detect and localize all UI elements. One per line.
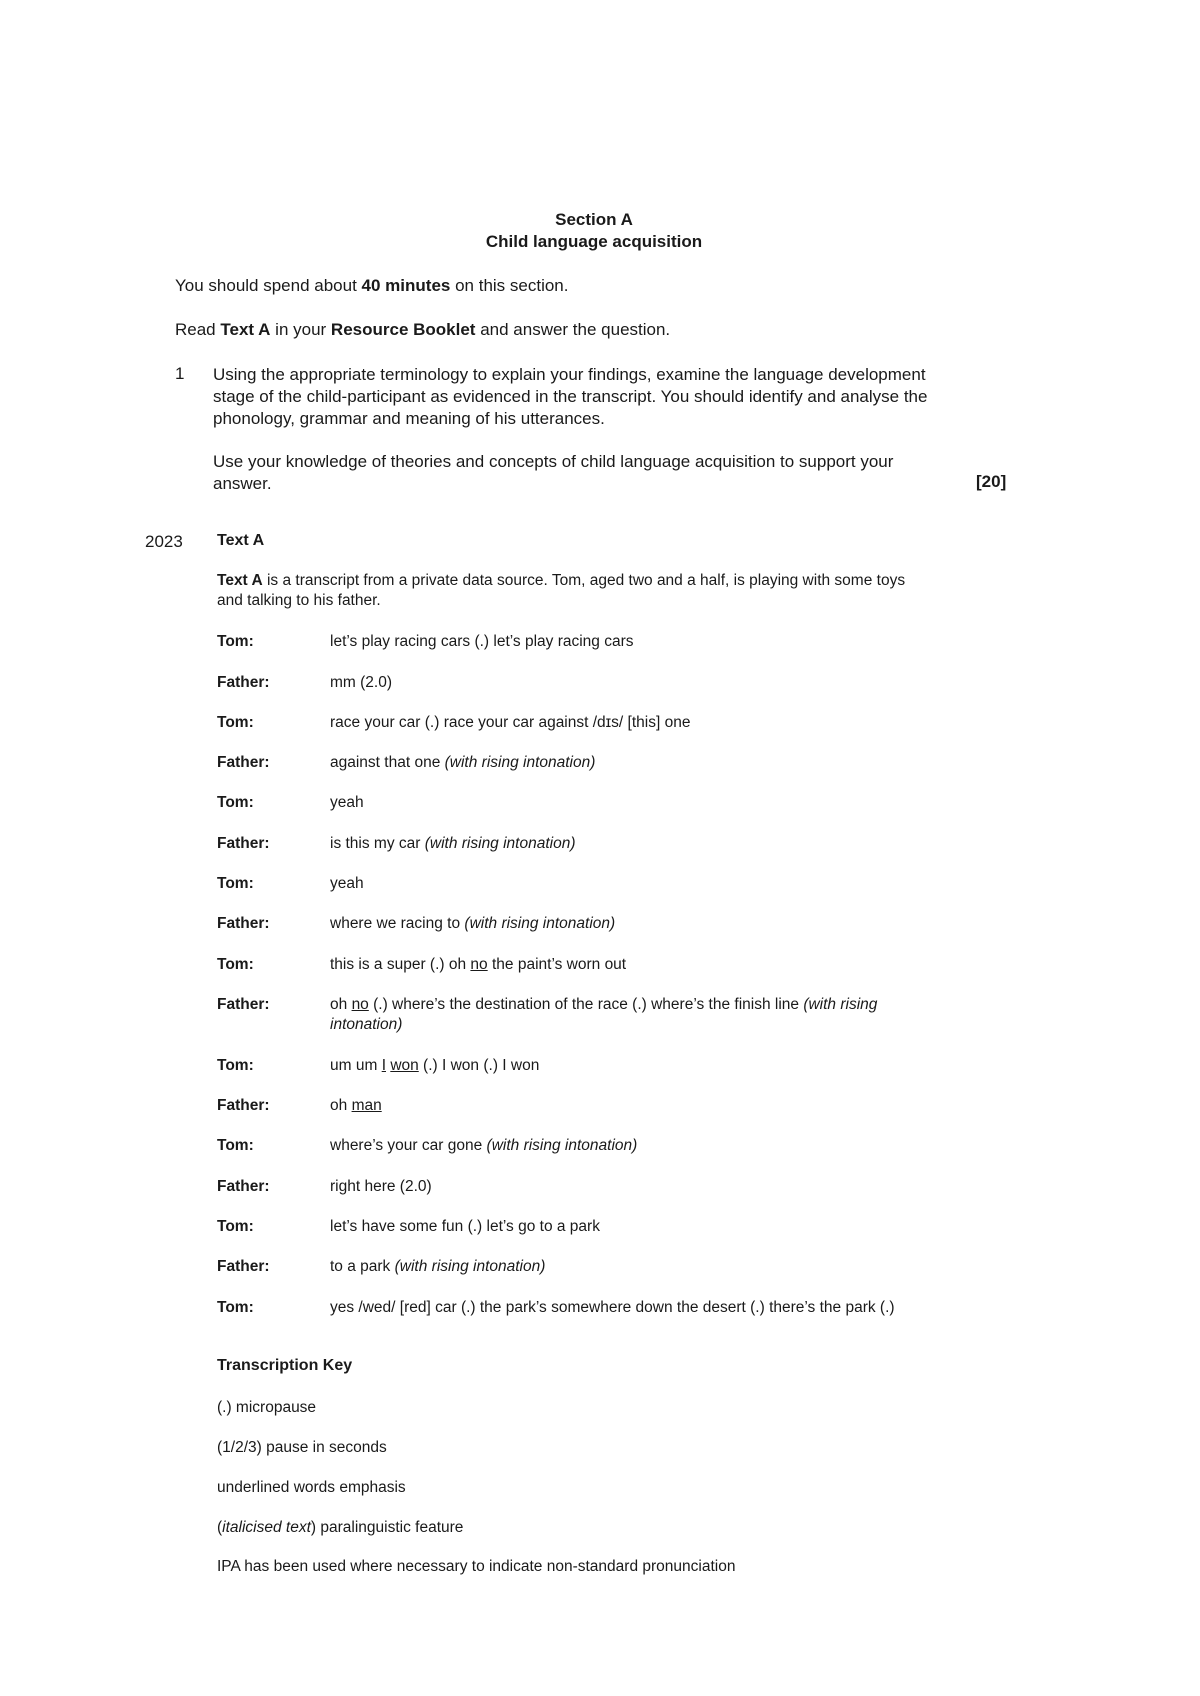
emphasis-word: no xyxy=(470,956,488,973)
utterance xyxy=(330,834,970,854)
utterance-text: where we racing to xyxy=(330,915,465,932)
question-text xyxy=(213,364,1003,430)
utterance-text: let’s play racing cars (.) let’s play racing cars xyxy=(330,633,634,650)
key-item xyxy=(217,1558,735,1576)
paralinguistic-note: (with rising intonation) xyxy=(464,915,616,932)
utterance-text: is this my car xyxy=(330,835,425,852)
utterance xyxy=(330,713,970,733)
key-text: ) paralinguistic feature xyxy=(310,1519,464,1536)
question-line: Use your knowledge of theories and concepts of child language acquisition to support your xyxy=(213,452,894,471)
key-item xyxy=(217,1439,387,1457)
utterance-text: race your car (.) race your car against /dɪs/ [this] one xyxy=(330,714,691,731)
time-instruction xyxy=(175,275,568,297)
utterance xyxy=(330,1056,970,1076)
utterance-text: yeah xyxy=(330,794,364,811)
transcription-key-title: Transcription Key xyxy=(217,1357,353,1374)
intro-bold: Text A xyxy=(217,572,263,589)
utterance-text: to a park xyxy=(330,1258,395,1275)
emphasis-word: man xyxy=(351,1097,382,1114)
speaker-label: Tom: xyxy=(217,1137,254,1154)
utterance xyxy=(330,1298,970,1318)
key-text: underlined words emphasis xyxy=(217,1479,406,1496)
key-text: ( xyxy=(217,1519,223,1536)
utterance-line xyxy=(330,995,970,1015)
read-text-3: and answer the question. xyxy=(475,320,671,339)
question-marks: [20] xyxy=(976,472,1007,491)
question-number: 1 xyxy=(175,364,185,383)
utterance-text: where’s your car gone xyxy=(330,1137,487,1154)
speaker-label: Tom: xyxy=(217,714,254,731)
key-text: IPA has been used where necessary to indicate non-standard pronunciation xyxy=(217,1558,736,1575)
utterance-text: oh xyxy=(330,996,352,1013)
key-text: (1/2/3) pause in seconds xyxy=(217,1439,387,1456)
paralinguistic-note: (with rising intonation) xyxy=(486,1137,638,1154)
utterance-text: the paint’s worn out xyxy=(487,956,627,973)
utterance xyxy=(330,1217,970,1237)
intro-line: and talking to his father. xyxy=(217,592,381,609)
utterance-text: (.) where’s the destination of the race (.) where’s the finish line xyxy=(368,996,804,1013)
utterance-text: let’s have some fun (.) let’s go to a park xyxy=(330,1218,600,1235)
speaker-label: Father: xyxy=(217,1178,270,1195)
emphasis-word: no xyxy=(351,996,369,1013)
key-item xyxy=(217,1479,406,1497)
speaker-label: Tom: xyxy=(217,1057,254,1074)
utterance-text: (.) I won (.) I won xyxy=(418,1057,540,1074)
speaker-label: Father: xyxy=(217,835,270,852)
paralinguistic-note: (with rising intonation) xyxy=(394,1258,546,1275)
utterance xyxy=(330,955,970,975)
utterance xyxy=(330,1177,970,1197)
transcript-line xyxy=(217,995,997,1037)
paralinguistic-note: intonation) xyxy=(330,1016,403,1033)
utterance-text: yes /wed/ [red] car (.) the park’s somewhere down the desert (.) there’s the park (.) xyxy=(330,1299,895,1316)
speaker-label: Father: xyxy=(217,996,270,1013)
utterance xyxy=(330,1096,970,1116)
speaker-label: Tom: xyxy=(217,633,254,650)
utterance-text: mm (2.0) xyxy=(330,674,392,691)
read-text-1: Read xyxy=(175,320,221,339)
paralinguistic-note: (with rising xyxy=(803,996,878,1013)
utterance xyxy=(330,753,970,773)
emphasis-word: won xyxy=(390,1057,419,1074)
read-bold-2: Resource Booklet xyxy=(330,320,476,339)
speaker-label: Father: xyxy=(217,915,270,932)
read-bold-1: Text A xyxy=(220,320,271,339)
utterance xyxy=(330,874,970,894)
text-a-intro xyxy=(217,571,997,611)
question-line: phonology, grammar and meaning of his utterances. xyxy=(213,409,605,428)
read-text-2: in your xyxy=(270,320,331,339)
speaker-label: Tom: xyxy=(217,794,254,811)
paralinguistic-note: (with rising intonation) xyxy=(424,835,576,852)
year-label: 2023 xyxy=(145,532,183,551)
question-line: stage of the child-participant as evidenced in the transcript. You should identify and analyse the xyxy=(213,387,928,406)
utterance xyxy=(330,632,970,652)
utterance-text: oh xyxy=(330,1097,352,1114)
key-text: (.) micropause xyxy=(217,1399,317,1416)
utterance xyxy=(330,995,970,1035)
key-item xyxy=(217,1519,463,1537)
speaker-label: Tom: xyxy=(217,1218,254,1235)
text-a-title: Text A xyxy=(217,532,265,549)
section-title: Section A xyxy=(555,210,633,229)
speaker-label: Tom: xyxy=(217,956,254,973)
paralinguistic-note: (with rising intonation) xyxy=(444,754,596,771)
question-support xyxy=(213,451,1003,495)
utterance xyxy=(330,1257,970,1277)
read-instruction xyxy=(175,319,670,341)
section-subtitle: Child language acquisition xyxy=(485,232,703,251)
utterance-text: um um xyxy=(330,1057,382,1074)
utterance-text: yeah xyxy=(330,875,364,892)
emphasis-word: I xyxy=(381,1057,386,1074)
utterance xyxy=(330,914,970,934)
utterance xyxy=(330,673,970,693)
utterance-text: this is a super (.) oh xyxy=(330,956,471,973)
utterance-text: against that one xyxy=(330,754,445,771)
speaker-label: Father: xyxy=(217,1258,270,1275)
intro-text: is a transcript from a private data source. Tom, aged two and a half, is playing with some toys xyxy=(262,572,906,589)
question-line: answer. xyxy=(213,474,272,493)
utterance-text: right here (2.0) xyxy=(330,1178,432,1195)
key-italic-text: italicised text xyxy=(222,1519,311,1536)
speaker-label: Tom: xyxy=(217,875,254,892)
utterance xyxy=(330,1136,970,1156)
intro-line xyxy=(217,571,997,591)
time-instruction-text-end: on this section. xyxy=(450,276,569,295)
speaker-label: Father: xyxy=(217,674,270,691)
time-instruction-bold: 40 minutes xyxy=(361,276,451,295)
question-line: Using the appropriate terminology to explain your findings, examine the language development xyxy=(213,365,926,384)
utterance xyxy=(330,793,970,813)
speaker-label: Father: xyxy=(217,1097,270,1114)
speaker-label: Tom: xyxy=(217,1299,254,1316)
time-instruction-text: You should spend about xyxy=(175,276,362,295)
speaker-label: Father: xyxy=(217,754,270,771)
key-item xyxy=(217,1399,316,1417)
